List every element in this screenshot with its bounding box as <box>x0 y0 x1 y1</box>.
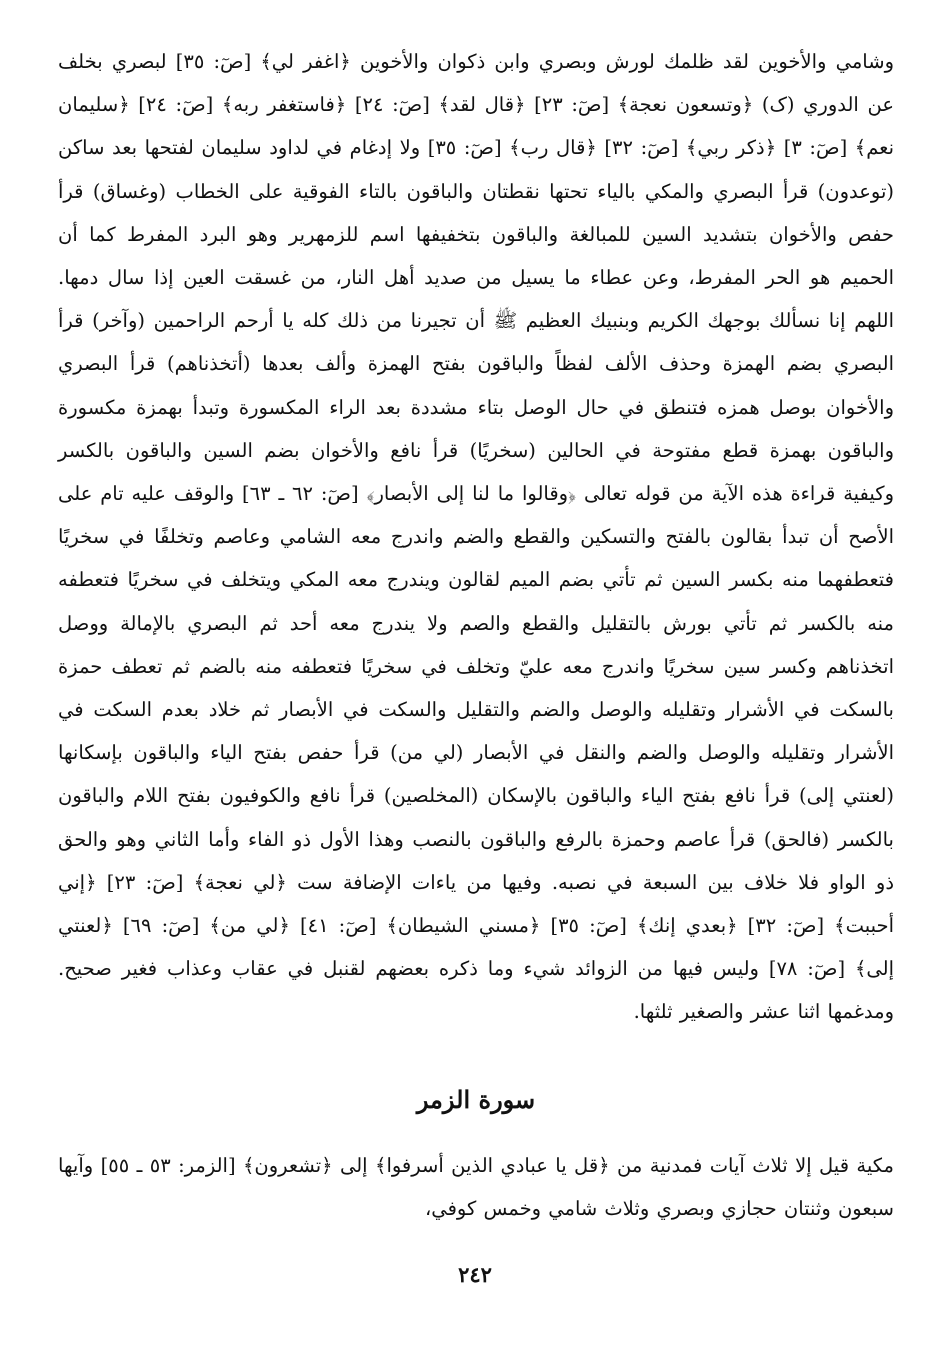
main-paragraph: وشامي والأخوين لقد ظلمك لورش وبصري وابن ذكوان والأخوين ﴿اغفر لي﴾ [صٓ: ٣٥] لبصري بخلف عن الدوري (ک) ﴿وتسعون نعجة﴾ [صٓ: ٢٣] ﴿قال لقد﴾ [صٓ: ٢٤] ﴿فاستغفر ربه﴾ [صٓ: ٢٤] ﴿سليمان نعم﴾ [صٓ: ٣] ﴿ذكر ربي﴾ [صٓ: ٣٢] ﴿قال رب﴾ [صٓ: ٣٥] ولا إدغام في لداود سليمان لفتحها بعد ساكن (توعدون) قرأ البصري والمكي بالياء تحتها نقطتان والباقون بالتاء الفوقية على الخطاب (وغساق) قرأ حفص والأخوان بتشديد السين للمبالغة والباقون بتخفيفها اسم للزمهرير وهو البرد المفرط كما أن الحميم هو الحر المفرط، وعن عطاء ما يسيل من صديد أهل النار، من غسقت العين إذا سال دمها. اللهم إنا نسألك بوجهك الكريم وبنبيك العظيم ﷺ أن تجيرنا من ذلك كله يا أرحم الراحمين (وآخر) قرأ البصري بضم الهمزة وحذف الألف لفظاً والباقون بفتح الهمزة وألف بعدها (أتخذناهم) قرأ البصري والأخوان بوصل همزه فتنطق في حال الوصل بتاء مشددة بعد الراء المكسورة وتبدأ بهمزة مكسورة والباقون بهمزة قطع مفتوحة في الحالين (سخريًا) قرأ نافع والأخوان بضم السين والباقون بالكسر وكيفية قراءة هذه الآية من قوله تعالى ﴿وقالوا ما لنا إلى الأبصار﴾ [صٓ: ٦٢ ـ ٦٣] والوقف عليه تام على الأصح أن تبدأ بقالون بالفتح والتسكين والقطع والضم واندرج معه الشامي وعاصم وتخلفًا في سخريًا فتعطفهما منه بكسر السين ثم تأتي بضم الميم لقالون ويندرج معه المكي ويتخلف في سخريًا فتعطفه منه بالكسر ثم تأتي بورش بالتقليل والقطع والصم ولا يندرج معه أحد ثم البصري بالإمالة ووصل اتخذناهم وكسر سين سخريًا واندرج معه عليّ وتخلف في سخريًا فتعطفه منه بالضم ثم تعطف حمزة بالسكت في الأشرار وتقليله والوصل والضم والتقليل والسكت في الأبصار ثم خلاد بعدم السكت في الأشرار وتقليله والوصل والضم والنقل في الأبصار (لي من) قرأ حفص بفتح الياء والباقون بإسكانها (لعنتي إلى) قرأ نافع بفتح الياء والباقون بالإسكان (المخلصين) قرأ نافع والكوفيون بفتح اللام والباقون بالكسر (فالحق) قرأ عاصم وحمزة بالرفع والباقون بالنصب وهذا الأول ذو الفاء وأما الثاني وهو والحق ذو الواو فلا خلاف بين السبعة في نصبه. وفيها من ياءات الإضافة ست ﴿لي نعجة﴾ [صٓ: ٢٣] ﴿إني أحببت﴾ [صٓ: ٣٢] ﴿بعدي إنك﴾ [صٓ: ٣٥] ﴿مسني الشيطان﴾ [صٓ: ٤١] ﴿لي من﴾ [صٓ: ٦٩] ﴿لعنتي إلى﴾ [صٓ: ٧٨] وليس فيها من الزوائد شيء وما ذكره بعضهم لقنبل في عقاب وعذاب فغير صحيح. ومدغمها اثنا عشر والصغير ثلثها. <box>58 50 895 1024</box>
page-number: ٢٤٢ <box>458 1262 492 1287</box>
document-page <box>58 40 894 1340</box>
chapter-title: سورة الزمر <box>416 1084 536 1114</box>
chapter-intro-paragraph: مكية قيل إلا ثلاث آيات فمدنية من ﴿قل يا عبادي الذين أسرفوا﴾ إلى ﴿تشعرون﴾ [الزمر: ٥٣ ـ ٥٥] وآيها سبعون وثنتان حجازي وبصري وثلاث شامي وخمس كوفي، <box>58 1153 894 1220</box>
